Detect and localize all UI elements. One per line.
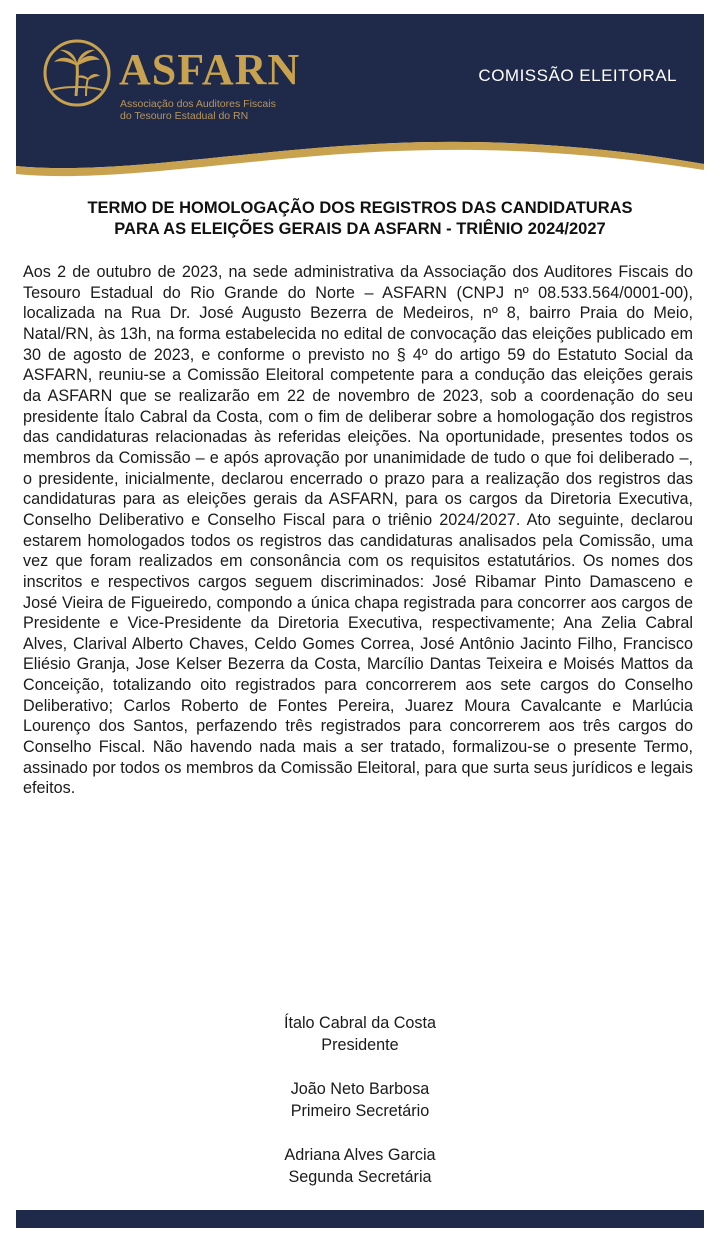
logo-subtitle-line1: Associação dos Auditores Fiscais — [120, 98, 276, 110]
section-label: COMISSÃO ELEITORAL — [478, 66, 677, 85]
title-line1: TERMO DE HOMOLOGAÇÃO DOS REGISTROS DAS CANDIDATURAS — [87, 199, 633, 217]
logo-subtitle — [120, 98, 310, 122]
signature-block — [0, 1012, 720, 1056]
header-banner — [16, 14, 704, 182]
signature-list — [0, 1012, 720, 1210]
signatory-name: João Neto Barbosa — [290, 1080, 430, 1098]
palm-tree-emblem-icon — [42, 38, 112, 108]
title-line2: PARA AS ELEIÇÕES GERAIS DA ASFARN - TRIÊNIO 2024/2027 — [114, 220, 606, 238]
footer-bar — [16, 1210, 704, 1228]
signatory-role: Presidente — [321, 1036, 399, 1054]
signatory-name: Ítalo Cabral da Costa — [283, 1014, 437, 1032]
logo-subtitle-line2: do Tesouro Estadual do RN — [120, 110, 249, 122]
signature-block — [0, 1078, 720, 1122]
body-paragraph: Aos 2 de outubro de 2023, na sede administrativa da Associação dos Auditores Fiscais do Tesouro Estadual do Rio Grande do Norte – ASFARN (CNPJ nº 08.533.564/0001-00), localizada na Rua Dr. José Augusto Bezerra de Medeiros, nº 8, bairro Praia do Meio, Natal/RN, às 13h, na forma estabelecida no edital de convocação das eleições publicado em 30 de agosto de 2023, e conforme o previsto no § 4º do artigo 59 do Estatuto Social da ASFARN, reuniu-se a Comissão Eleitoral competente para a condução das eleições gerais da ASFARN que se realizarão em 22 de novembro de 2023, sob a coordenação do seu presidente Ítalo Cabral da Costa, com o fim de deliberar sobre a homologação dos registros das candidaturas relacionadas às referidas eleições. Na oportunidade, presentes todos os membros da Comissão – e após aprovação por unanimidade de tudo o que foi deliberado –, o presidente, inicialmente, declarou encerrado o prazo para a realização dos registros das candidaturas para as eleições gerais da ASFARN, para os cargos da Diretoria Executiva, Conselho Deliberativo e Conselho Fiscal para o triênio 2024/2027. Ato seguinte, declarou estarem homologados todos os registros das candidaturas analisados pela Comissão, uma vez que foram realizados em consonância com os requisitos estatutários. Os nomes dos inscritos e respectivos cargos seguem discriminados: José Ribamar Pinto Damasceno e José Vieira de Figueiredo, compondo a única chapa registrada para concorrer aos cargos de Presidente e Vice-Presidente da Diretoria Executiva, respectivamente; Ana Zelia Cabral Alves, Clarival Alberto Chaves, Celdo Gomes Correa, José Antônio Jacinto Filho, Francisco Eliésio Granja, Jose Kelser Bezerra da Costa, Marcílio Dantas Teixeira e Moisés Mattos da Conceição, totalizando oito registrados para concorrerem aos sete cargos do Conselho Deliberativo; Carlos Roberto de Fontes Pereira, Juarez Moura Cavalcante e Marlúcia Lourenço dos Santos, perfazendo três registrados para concorrerem aos três cargos do Conselho Fiscal. Não havendo nada mais a ser tratado, formalizou-se o presente Termo, assinado por todos os membros da Comissão Eleitoral, para que surta seus jurídicos e legais efeitos. — [23, 263, 693, 798]
signature-block — [0, 1144, 720, 1188]
signatory-name: Adriana Alves Garcia — [284, 1146, 436, 1164]
signatory-role: Segunda Secretária — [288, 1168, 432, 1186]
document-title — [20, 198, 700, 240]
signatory-role: Primeiro Secretário — [290, 1102, 430, 1120]
logo-wordmark: ASFARN — [119, 45, 301, 94]
